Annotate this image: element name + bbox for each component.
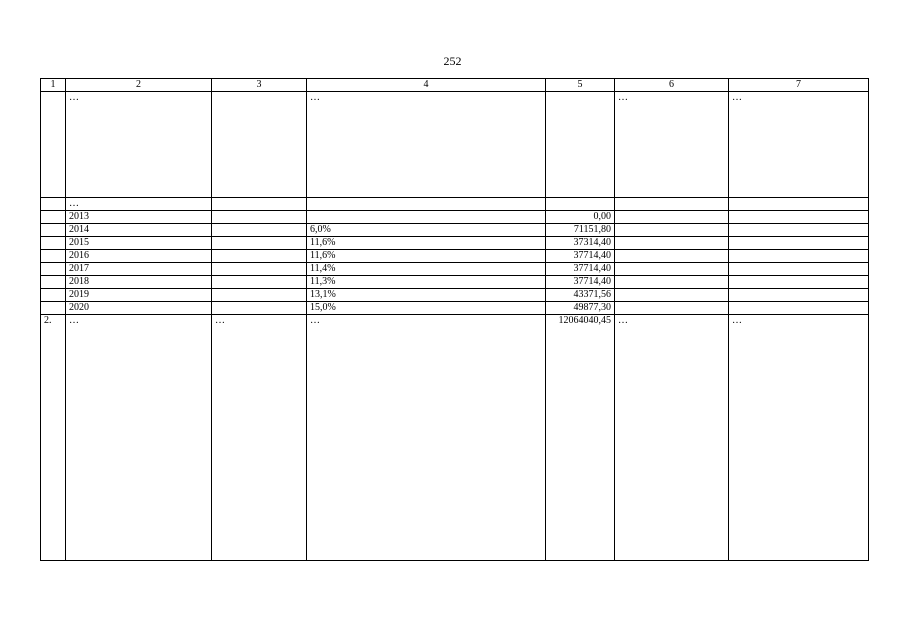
- measure-name-cell: …: [66, 315, 212, 561]
- year-row: [41, 263, 869, 276]
- risk-cell: …: [729, 315, 869, 561]
- funding-value: 37314,40: [546, 237, 615, 250]
- executor-cell: …: [212, 315, 307, 561]
- column-number: 4: [307, 79, 546, 92]
- executor-cell: [212, 92, 307, 198]
- year-row: [41, 211, 869, 224]
- program-table: [40, 78, 869, 561]
- indicator-value: [307, 211, 546, 224]
- year-row: [41, 237, 869, 250]
- year-cell: 2018: [66, 276, 212, 289]
- expected-result-cell: …: [615, 315, 729, 561]
- column-number: 7: [729, 79, 869, 92]
- year-cell: 2016: [66, 250, 212, 263]
- year-cell: 2013: [66, 211, 212, 224]
- continuation-row: [41, 92, 869, 198]
- year-row: [41, 289, 869, 302]
- funding-total-cell: 12064040,45: [546, 315, 615, 561]
- funding-value: 43371,56: [546, 289, 615, 302]
- year-cell: 2015: [66, 237, 212, 250]
- funding-cell: [546, 92, 615, 198]
- expected-result-continued: …: [615, 92, 729, 198]
- year-cell: 2019: [66, 289, 212, 302]
- column-number: 6: [615, 79, 729, 92]
- funding-value: 71151,80: [546, 224, 615, 237]
- indicator-value: 11,6%: [307, 237, 546, 250]
- row-number-cell: 2.: [41, 315, 66, 561]
- risk-continued: …: [729, 92, 869, 198]
- measure-name-continued: …: [66, 92, 212, 198]
- year-cell: 2020: [66, 302, 212, 315]
- year-row: [41, 276, 869, 289]
- funding-value: 49877,30: [546, 302, 615, 315]
- column-number: 3: [212, 79, 307, 92]
- indicator-value: 11,3%: [307, 276, 546, 289]
- year-row: [41, 250, 869, 263]
- indicator-value: 15,0%: [307, 302, 546, 315]
- column-number: 1: [41, 79, 66, 92]
- year-cell: 2014: [66, 224, 212, 237]
- column-number: 5: [546, 79, 615, 92]
- year-row: [41, 224, 869, 237]
- row-number-cell: [41, 92, 66, 198]
- column-number-row: [41, 79, 869, 92]
- page-number: 252: [443, 54, 462, 68]
- indicator-value: 11,6%: [307, 250, 546, 263]
- years-label: …: [66, 198, 212, 211]
- column-number: 2: [66, 79, 212, 92]
- funding-value: 37714,40: [546, 250, 615, 263]
- years-label-row: [41, 198, 869, 211]
- indicator-value: 6,0%: [307, 224, 546, 237]
- indicator-value: 13,1%: [307, 289, 546, 302]
- measure-row-2: [41, 315, 869, 561]
- funding-value: 37714,40: [546, 263, 615, 276]
- indicator-value: 11,4%: [307, 263, 546, 276]
- funding-value: 0,00: [546, 211, 615, 224]
- funding-value: 37714,40: [546, 276, 615, 289]
- year-row: [41, 302, 869, 315]
- year-cell: 2017: [66, 263, 212, 276]
- indicators-cell: …: [307, 315, 546, 561]
- indicator-continued: …: [307, 92, 546, 198]
